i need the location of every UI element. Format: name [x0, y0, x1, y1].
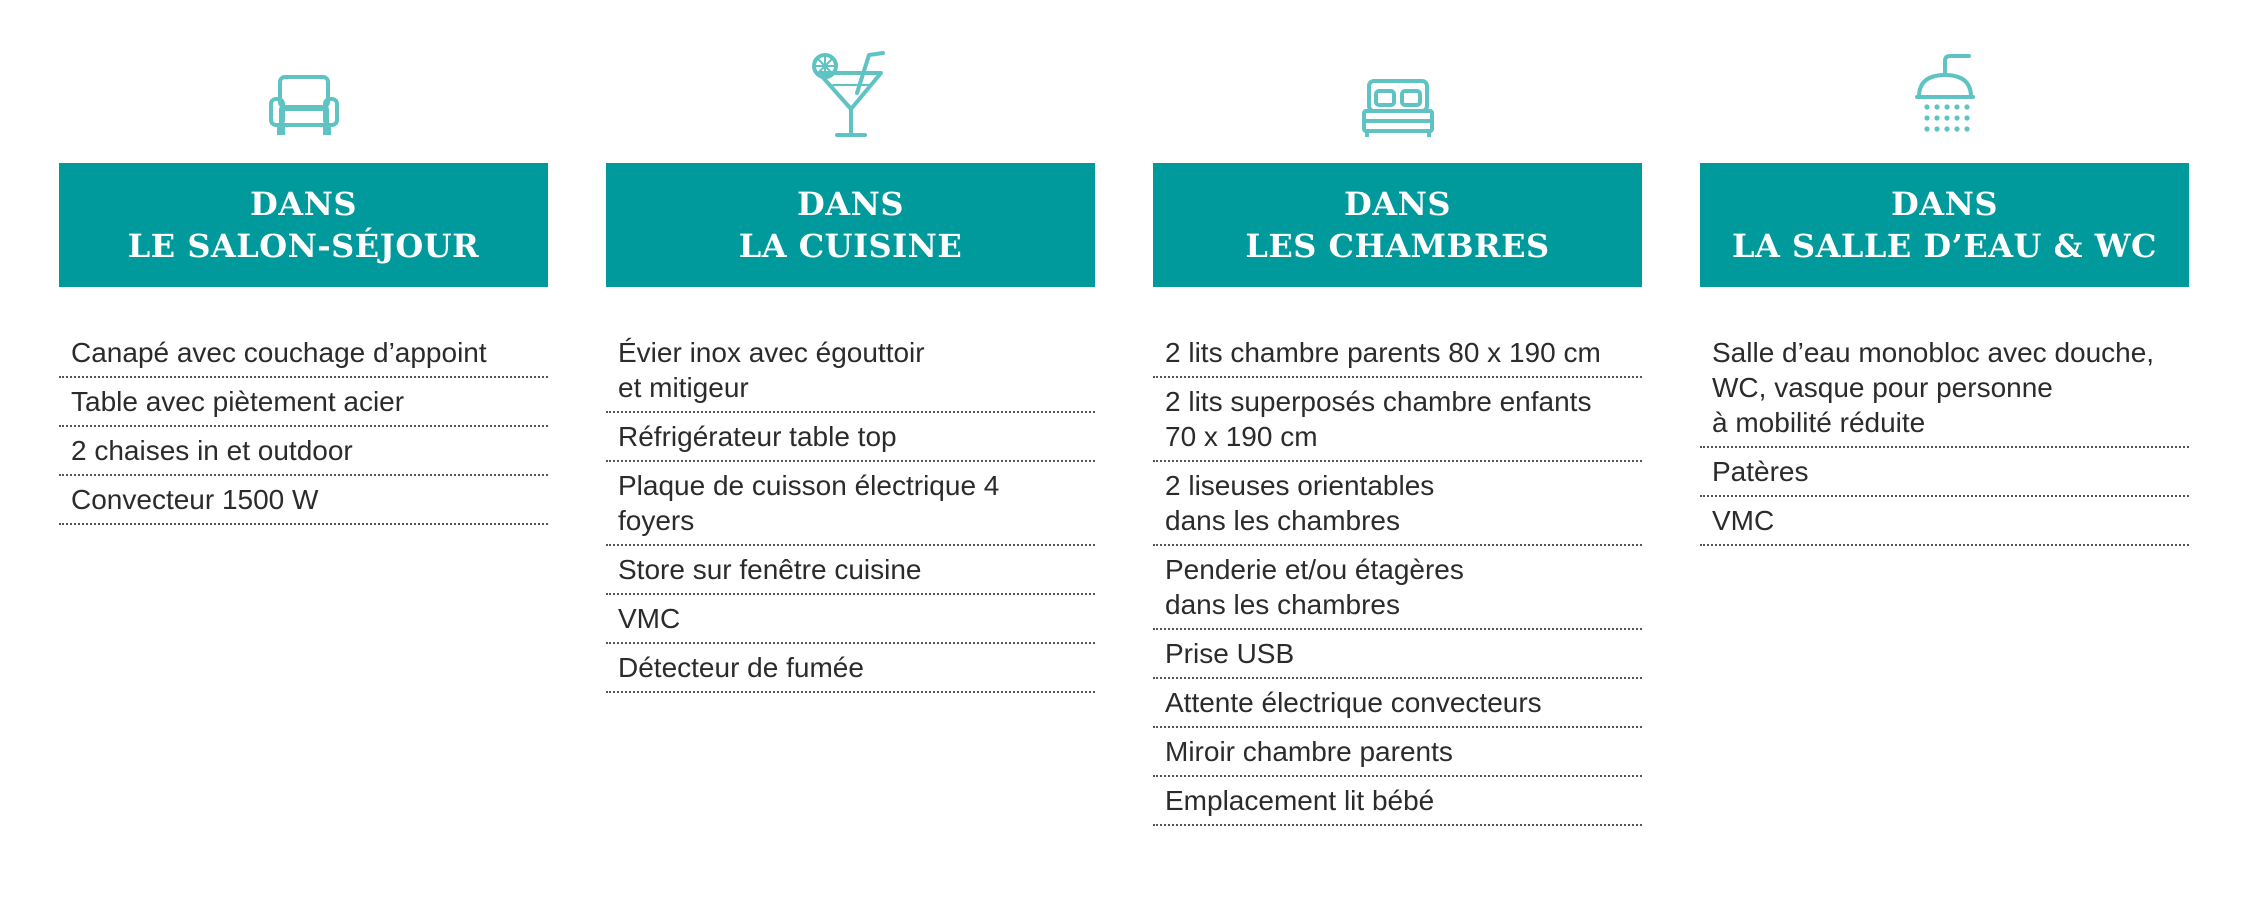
header-line-1: DANS [1344, 185, 1451, 223]
list-item: VMC [606, 595, 1095, 644]
list-item: Store sur fenêtre cuisine [606, 546, 1095, 595]
list-item: Évier inox avec égouttoir et mitigeur [606, 329, 1095, 413]
column-chambres [1153, 0, 1642, 826]
section-header [606, 163, 1095, 287]
section-header [1153, 163, 1642, 287]
icon-container [606, 0, 1095, 163]
header-line-1: DANS [1891, 185, 1998, 223]
list-item: Prise USB [1153, 630, 1642, 679]
bed-icon [1361, 77, 1435, 139]
equipment-list [1700, 329, 2189, 546]
header-line-2: LE SALON-SÉJOUR [127, 227, 480, 265]
list-item: 2 liseuses orientables dans les chambres [1153, 462, 1642, 546]
column-salon-sejour [59, 0, 548, 826]
list-item: Convecteur 1500 W [59, 476, 548, 525]
header-line-1: DANS [250, 185, 357, 223]
list-item: VMC [1700, 497, 2189, 546]
list-item: Patères [1700, 448, 2189, 497]
list-item: Détecteur de fumée [606, 644, 1095, 693]
list-item: Réfrigérateur table top [606, 413, 1095, 462]
icon-container [1700, 0, 2189, 163]
list-item: Salle d’eau monobloc avec douche, WC, vasque pour personne à mobilité réduite [1700, 329, 2189, 448]
column-cuisine [606, 0, 1095, 826]
list-item: 2 chaises in et outdoor [59, 427, 548, 476]
header-line-2: LA SALLE D’EAU & WC [1731, 227, 2158, 265]
shower-icon [1913, 53, 1977, 139]
list-item: Attente électrique convecteurs [1153, 679, 1642, 728]
list-item: Plaque de cuisson électrique 4 foyers [606, 462, 1095, 546]
list-item: 2 lits superposés chambre enfants 70 x 190 cm [1153, 378, 1642, 462]
icon-container [59, 0, 548, 163]
section-header [1700, 163, 2189, 287]
list-item: Emplacement lit bébé [1153, 777, 1642, 826]
list-item: Table avec piètement acier [59, 378, 548, 427]
equipment-columns [59, 0, 2189, 826]
icon-container [1153, 0, 1642, 163]
header-line-2: LES CHAMBRES [1245, 227, 1550, 265]
equipment-list [606, 329, 1095, 693]
header-line-2: LA CUISINE [738, 227, 963, 265]
equipment-list [59, 329, 548, 525]
list-item: Canapé avec couchage d’appoint [59, 329, 548, 378]
armchair-icon [268, 73, 340, 139]
list-item: Penderie et/ou étagères dans les chambres [1153, 546, 1642, 630]
header-line-1: DANS [797, 185, 904, 223]
section-header [59, 163, 548, 287]
cocktail-icon [811, 49, 891, 139]
column-salle-d-eau [1700, 0, 2189, 826]
list-item: 2 lits chambre parents 80 x 190 cm [1153, 329, 1642, 378]
list-item: Miroir chambre parents [1153, 728, 1642, 777]
equipment-list [1153, 329, 1642, 826]
